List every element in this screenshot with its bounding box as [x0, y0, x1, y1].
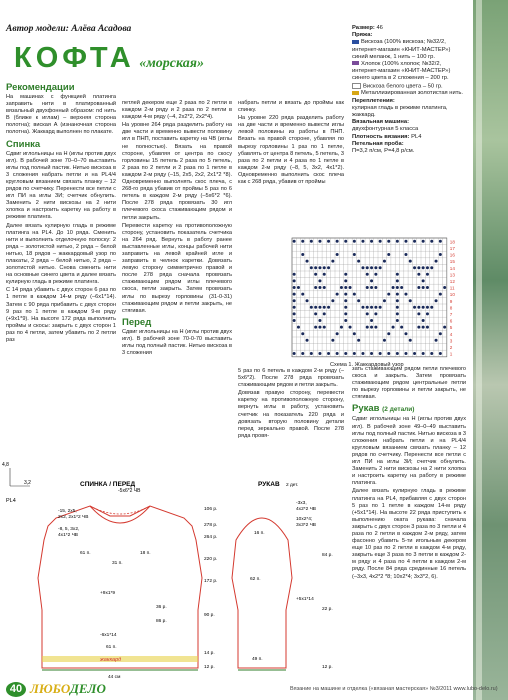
chart-row-label: 8	[449, 305, 453, 311]
jacquard-stitch	[327, 266, 330, 269]
jacquard-stitch	[293, 319, 296, 322]
jacquard-stitch	[396, 273, 399, 276]
jacquard-stitch	[349, 286, 352, 289]
sleeve-note: 49 п.	[252, 657, 263, 662]
sleeve-note: 12 р.	[322, 665, 333, 670]
jacquard-stitch	[409, 339, 412, 342]
jacquard-stitch	[370, 240, 373, 243]
jacquard-stitch	[357, 339, 360, 342]
jacquard-stitch	[417, 286, 420, 289]
jacquard-stitch	[366, 312, 369, 315]
jacquard-stitch	[379, 266, 382, 269]
increase-note: +9х1*9	[100, 591, 116, 596]
jacquard-stitch	[353, 332, 356, 335]
jacquard-stitch	[422, 279, 425, 282]
chart-row-label: 17	[449, 246, 455, 251]
jacquard-stitch	[430, 352, 433, 355]
jacquard-stitch	[323, 266, 326, 269]
loops-bottom-61: 61 п.	[106, 645, 117, 650]
loops-61: 61 п.	[80, 551, 91, 556]
jacquard-stitch	[426, 306, 429, 309]
jacquard-stitch	[301, 293, 304, 296]
footer-note: Вязание на машине и отделка («вязаная мастерская» №3/2011 www.lubo-delo.ru)	[290, 686, 498, 692]
jacquard-stitch	[435, 299, 438, 302]
chart-row-label: 15	[449, 259, 455, 265]
neck-note: 2х2, 2х1*2 ЧВ	[58, 515, 89, 520]
jacquard-stitch	[323, 286, 326, 289]
jacquard-stitch	[301, 352, 304, 355]
jacquard-stitch	[366, 273, 369, 276]
jacquard-stitch	[327, 352, 330, 355]
front-text-1: Сдвиг иглольницы на H (иглы против двух игл). В рабочей зоне 70-0-70 выставить иглы под полный пастик. Нитью вискоза в 3 сложения	[122, 328, 232, 357]
jacquard-stitch	[366, 266, 369, 269]
column-1	[6, 80, 116, 345]
yarn-color-swatch	[352, 91, 359, 95]
yarn-label: Пряжа:	[352, 32, 373, 39]
jacquard-stitch	[344, 286, 347, 289]
jacquard-stitch	[327, 306, 330, 309]
jacquard-stitch	[430, 266, 433, 269]
jacquard-stitch	[323, 306, 326, 309]
jacquard-stitch	[426, 266, 429, 269]
sleeve-outline	[232, 518, 292, 668]
yarn-item: Металлизированная золотистая нить.	[352, 90, 466, 97]
gauge-rows: 4,8	[2, 462, 9, 468]
jacquard-stitch	[379, 352, 382, 355]
jacquard-stitch	[314, 273, 317, 276]
jacquard-stitch	[293, 240, 296, 243]
jacquard-stitch	[383, 260, 386, 263]
machine-label: Вязальная машина:	[352, 119, 410, 126]
jacquard-stitch	[353, 253, 356, 256]
chart-row-label: 6	[449, 318, 453, 324]
jacquard-stitch	[361, 306, 364, 309]
jacquard-stitch	[374, 273, 377, 276]
jacquard-stitch	[310, 240, 313, 243]
density-label: Плотность вязания:	[352, 133, 410, 140]
jacquard-stitch	[357, 299, 360, 302]
jacquard-stitch	[387, 253, 390, 256]
jacquard-stitch	[327, 240, 330, 243]
rows-36: 36 р.	[156, 605, 167, 610]
yarn-color-swatch	[352, 61, 359, 65]
col3-text-4: Довязав правую сторону, перевести каретку на противоположную сторону, вернуть иглы в работу, установить счетчик на показатель 220 ряда и довязать вторую половину детали перед зеркально правой. После 278 ряда провя-	[238, 390, 344, 439]
chart-caption: Схема 1. Жаккардовый узор	[330, 362, 404, 368]
row-mark: 278 р.	[204, 523, 218, 528]
jacquard-stitch	[404, 240, 407, 243]
jacquard-stitch	[387, 332, 390, 335]
chart-row-label: 3	[449, 338, 453, 344]
brand-logo: ЛЮБОДЕЛО	[30, 681, 106, 696]
neck-note: 4х1*2 ЧВ	[58, 533, 78, 538]
jacquard-stitch	[370, 286, 373, 289]
jacquard-stitch	[417, 306, 420, 309]
jacquard-stitch	[374, 312, 377, 315]
jacquard-stitch	[383, 339, 386, 342]
jacquard-stitch	[318, 266, 321, 269]
author-line: Автор модели: Алёва Асадова	[6, 24, 132, 34]
chart-row-label: 16	[449, 252, 455, 258]
jacquard-stitch	[435, 339, 438, 342]
jacquard-stitch	[396, 293, 399, 296]
back-text-3: С 14 ряда убавить с двух сторон 6 раз по 1 петле в каждом 14-м ряду (–6х1*14). Затем с 90 ряда прибавить с двух сторон 9 раз по 1 петле в каждом 9-м ряду (+9х1*9). На высоте 172 ряда выполнить проймы и скосы: закрыть с двух сторон 1 раз по 4 петли, затем убавить по 2 петли раз	[6, 287, 116, 343]
specs-panel	[352, 25, 466, 155]
jacquard-stitch	[370, 306, 373, 309]
neckline	[90, 506, 150, 523]
jacquard-stitch	[439, 253, 442, 256]
jacquard-stitch	[340, 286, 343, 289]
col2-text-2: На уровне 264 ряда разделить работу на две части и временно вывести половину игл в ПНП, поставить каретку на ЧВ (иглы не полностью). Вязать на правой стороне, убавляя от центра по скосу горловины 15 петель 2 раза по 5 петель, 2 раза по 2 петли и 2 раза по 1 петле в каждом 2-м ряду (–15, 2х5, 2х2, 2х1*2 *8). Одновременно выполнять скос плеча, с 268-го ряда убавив от проймы 5 раз по 6 петель в каждом 2-м ряду (–5х6*2 *6). После 278 ряда провязать 30 игл плечевого скоса стаживающим рядом и петли закрыть.	[122, 122, 232, 221]
jacquard-stitch	[344, 299, 347, 302]
jacquard-stitch	[374, 266, 377, 269]
chart-row-label: 5	[449, 325, 453, 331]
yarn-color-swatch	[352, 40, 359, 44]
jacquard-stitch	[374, 306, 377, 309]
jacquard-stitch	[336, 352, 339, 355]
jacquard-stitch	[443, 326, 446, 329]
row-mark: 12 р.	[204, 665, 215, 670]
jacquard-stitch	[293, 299, 296, 302]
jacquard-stitch	[344, 312, 347, 315]
jacquard-stitch	[379, 240, 382, 243]
jacquard-stitch	[361, 240, 364, 243]
neck-note: -8, 5, 3х2,	[58, 527, 80, 532]
jacquard-stitch	[413, 266, 416, 269]
chart-row-label: 11	[449, 285, 455, 291]
sleeve-diagram-label: РУКАВ	[258, 481, 280, 488]
col2-text-3: Перевести каретку на противоположную сторону, установить показатель счетчика на 264 ряд. Вернуть в работу ранее выставленные иглы, концы рабочей нити заправить на левой крайней игле и заправить в челнок каретки. Довязать левую сторону симметрично правой и после 278 ряда сначала провязать стаживающим рядом иглы плечевого скоса, петли закрыть. Затем провязать иглы по вырезу горловины (31-0-31) стаживающим рядом и петли закрыть, не стягивая.	[122, 222, 232, 314]
jacquard-stitch	[417, 326, 420, 329]
jacquard-stitch	[396, 306, 399, 309]
jacquard-stitch	[314, 286, 317, 289]
chart-row-label: 12	[449, 279, 455, 284]
jacquard-stitch	[413, 352, 416, 355]
loops-31: 31 п.	[112, 561, 123, 566]
jacquard-stitch	[310, 306, 313, 309]
sleeve-note: 84 р.	[322, 553, 333, 558]
jacquard-stitch	[426, 326, 429, 329]
jacquard-stitch	[353, 352, 356, 355]
jacquard-stitch	[370, 319, 373, 322]
weave-label: Переплетения:	[352, 97, 395, 104]
jacquard-stitch	[323, 326, 326, 329]
jacquard-stitch	[336, 253, 339, 256]
back-text-1: Сдвиг иглольницы на H (иглы против двух игл). В рабочей зоне 70–0–70 выставить иглы под полный пастик. Нитью вискоза в 3 сложения набрать петли и на PL4/4 кругловым вязанием связать планку – 12 рядов по счетчику. Перенести все петли с игл ПИ на иглы ЗИ; счетчик обнулить. Заменить 2 нити вискозы на 2 нити хлопка и настроить каретку на работу в режиме платинга.	[6, 150, 116, 221]
column-3	[238, 100, 344, 187]
jacquard-stitch	[314, 312, 317, 315]
jacquard-stitch	[439, 240, 442, 243]
jacquard-stitch	[422, 319, 425, 322]
neck-formula: -5х6*2 ЧВ	[118, 488, 141, 494]
jacquard-stitch	[379, 306, 382, 309]
sleeve-note: 22 р.	[322, 607, 333, 612]
jacquard-stitch	[426, 312, 429, 315]
jacquard-stitch	[392, 326, 395, 329]
chart-row-label: 2	[449, 345, 453, 350]
back-text-2: Далее вязать кулирную гладь в режиме платинга на PL4. До 10 ряда. Сменить нити и выполнить отделочную полоску: 2 ряда – золотистой нитью, 2 ряда – белой нитью, 18 рядов – жаккардовый узор по плакаты, 2 ряда – белой нитью, 2 ряда – золотистой нитью. Снова сменить нити на основные синего цвета и далее вязать кулирную гладь в режиме платинга.	[6, 222, 116, 286]
col2-text-1: петлей декером еще 2 раза по 2 петли в каждом 2-м ряду и 2 раза по 2 петли в каждом 4-м ряду (–4, 2х2*2, 2х2*4).	[122, 100, 232, 121]
jacquard-stitch	[293, 312, 296, 315]
jacquard-stitch	[331, 260, 334, 263]
jacquard-stitch	[370, 266, 373, 269]
jacquard-stitch	[439, 293, 442, 296]
gauge-loops: 3,2	[24, 480, 31, 486]
jacquard-stitch	[374, 326, 377, 329]
recommendations-heading: Рекомендации	[6, 82, 75, 93]
jacquard-stitch	[404, 332, 407, 335]
jacquard-stitch	[344, 273, 347, 276]
jacquard-stitch	[340, 326, 343, 329]
jacquard-stitch	[293, 273, 296, 276]
jacquard-stitch	[318, 326, 321, 329]
sleeve-note: 3х3*2 ЧВ	[296, 523, 316, 528]
jacquard-stitch	[293, 352, 296, 355]
chart-row-label: 9	[449, 298, 453, 304]
jacquard-stitch	[361, 352, 364, 355]
jacquard-stitch	[422, 286, 425, 289]
jacquard-stitch	[443, 286, 446, 289]
row-mark: 90 р.	[204, 613, 215, 618]
column-2	[122, 100, 232, 358]
jacquard-stitch	[392, 286, 395, 289]
jacquard-stitch	[383, 299, 386, 302]
sleeve-note: +5х1*14	[296, 597, 314, 602]
rows-86: 86 р.	[156, 619, 167, 624]
yarn-item: Вискоза (100% вискоза; №32/2, интернет-магазин «КНИТ-МАСТЕР») синий меланж, 1 нить – 100 гр.	[352, 39, 451, 60]
sleeve-text-2: Далее вязать кулирную гладь в режиме платинга на PL4, прибавляя с двух сторон 5 раз по 1 петле в каждом 14-м ряду (+5х1*14). На высоте 22 ряда приступить к выполнению оката рукава: сначала закрыть с двух сторон 3 раза по 3 петли и 4 раза по 2 петли в каждом 2-м ряду, затем фасонно убавить 5-ти игольным декером еще 10 раз по 2 петли в каждом 4-м ряду, закрыть еще 3 раза по 3 петли в каждом 2-м ряду и 4 раза по 4 петли в каждом 2-м ряду. После 84 ряда срединные 16 петель (–3х3, 4х2*2 *8; 10х2*4; 3х3*2, 6).	[352, 488, 466, 580]
jacquard-stitch	[344, 279, 347, 282]
jacquard-stitch	[318, 240, 321, 243]
jacquard-stitch	[293, 306, 296, 309]
jacquard-stitch	[396, 279, 399, 282]
chart-row-label: 13	[449, 272, 455, 278]
sleeve-title-note: (2 детали)	[382, 406, 415, 414]
sleeve-note: 10х2*4;	[296, 517, 313, 522]
jacquard-stitch	[396, 299, 399, 302]
jacquard-chart	[290, 236, 460, 363]
jacquard-stitch	[396, 312, 399, 315]
front-heading: Перед	[122, 316, 152, 328]
jacquard-stitch	[297, 286, 300, 289]
jacquard-stitch	[396, 286, 399, 289]
jacquard-stitch	[314, 306, 317, 309]
sleeve-count: 2 дет.	[286, 483, 299, 488]
jacquard-stitch	[293, 286, 296, 289]
row-mark: 106 р.	[204, 507, 218, 512]
jacquard-stitch	[404, 293, 407, 296]
jacquard-stitch	[422, 326, 425, 329]
sleeve-note: 16 п.	[254, 531, 265, 536]
jacquard-stitch	[353, 293, 356, 296]
jacquard-stitch	[318, 352, 321, 355]
loop-label: Петельная проба:	[352, 140, 404, 147]
col4-text-1: зать стаживающим рядом петли плечевого скоса и закрыть. Затем провязать стаживающим рядом центральные петли по вырезу горловины и петли закрыть, не стягивая.	[352, 366, 466, 401]
row-mark: 264 р.	[204, 535, 218, 540]
photo-highlight	[476, 0, 482, 700]
jacquard-word: жаккард	[100, 657, 122, 663]
jacquard-stitch	[344, 319, 347, 322]
title-block	[14, 42, 204, 75]
jacquard-stitch	[404, 352, 407, 355]
jacquard-stitch	[336, 293, 339, 296]
chart-row-label: 18	[449, 239, 455, 245]
size-label: Размер:	[352, 25, 375, 31]
jacquard-stitch	[336, 240, 339, 243]
jacquard-stitch	[400, 286, 403, 289]
chart-row-label: 14	[449, 265, 455, 271]
row-mark: 14 р.	[204, 651, 215, 656]
page-number: 40	[6, 682, 26, 697]
col3-text-2: На уровне 220 ряда разделить работу на две части и временно вывести иглы левой половины из работы в ПНП. Вязать на правой стороне, убавляя по вырезу горловины 1 раз по 1 петле, убавлять от центра 8 петель, 5 петель, 3 раза по 2 петли и 4 раза по 1 петле в каждом 2-м ряду (–8, 5, 3х2, 4х1*2). Одновременно выполнить скос плеча как с 268 ряда, убавив от проймы	[238, 115, 344, 186]
back-heading: Спинка	[6, 138, 41, 150]
sleeve-note: -3х3,	[296, 501, 307, 506]
jacquard-stitch	[293, 279, 296, 282]
jacquard-stitch	[422, 240, 425, 243]
jacquard-stitch	[301, 253, 304, 256]
pattern-diagram-svg	[0, 460, 350, 680]
neck-note: -15, 2х5,	[58, 509, 77, 514]
jacquard-stitch	[310, 266, 313, 269]
jacquard-stitch	[336, 332, 339, 335]
jacquard-stitch	[357, 260, 360, 263]
pattern-diagram	[0, 460, 350, 680]
machine-value: двухфонтурная 5 класса	[352, 126, 419, 133]
jacquard-stitch	[417, 266, 420, 269]
jacquard-stitch	[422, 266, 425, 269]
row-mark: 172 р.	[204, 579, 218, 584]
jacquard-stitch	[409, 299, 412, 302]
jacquard-stitch	[396, 240, 399, 243]
chart-row-label: 1	[449, 351, 453, 357]
loops-18: 18 п.	[140, 551, 151, 556]
chart-row-label: 4	[449, 331, 453, 337]
jacquard-stitch	[370, 352, 373, 355]
jacquard-stitch	[417, 273, 420, 276]
jacquard-stitch	[318, 279, 321, 282]
sleeve-title: Рукав	[352, 403, 380, 415]
sleeve-note: 62 п.	[250, 577, 261, 582]
column-4	[352, 366, 466, 582]
jacquard-stitch	[366, 326, 369, 329]
jacquard-stitch	[366, 286, 369, 289]
column-3b	[238, 368, 344, 441]
jacquard-stitch	[323, 273, 326, 276]
sleeve-note: 4х2*2 ЧВ	[296, 507, 316, 512]
jacquard-stitch	[349, 326, 352, 329]
jacquard-stitch	[301, 332, 304, 335]
jacquard-stitch	[404, 253, 407, 256]
jacquard-grid	[290, 236, 460, 363]
jacquard-stitch	[396, 352, 399, 355]
jacquard-stitch	[318, 319, 321, 322]
jacquard-stitch	[370, 279, 373, 282]
jacquard-stitch	[301, 240, 304, 243]
jacquard-stitch	[413, 306, 416, 309]
jacquard-stitch	[361, 266, 364, 269]
jacquard-stitch	[331, 299, 334, 302]
recommendations-text: На машинах с функцией платинга заправить нити в платированный вязальный двухфонный образом: nd нить B (ближе к иглам) – верхняя сторона полотна); виская А (изнаночная сторона полотна). Жаккард выполнен по плакате.	[6, 94, 116, 136]
chart-row-label: 7	[449, 312, 453, 317]
jacquard-stitch	[344, 306, 347, 309]
col3-text-1: набрать петли и вязать до проймы как спинку.	[238, 100, 344, 114]
jacquard-stitch	[344, 240, 347, 243]
jacquard-stitch	[430, 240, 433, 243]
jacquard-stitch	[430, 306, 433, 309]
jacquard-stitch	[306, 339, 309, 342]
jacquard-stitch	[293, 293, 296, 296]
jacquard-stitch	[435, 260, 438, 263]
jacquard-stitch	[387, 352, 390, 355]
page-subtitle: «морская»	[139, 56, 204, 71]
jacquard-stitch	[387, 240, 390, 243]
front-back-label: СПИНКА / ПЕРЕД	[80, 481, 136, 488]
jacquard-stitch	[417, 312, 420, 315]
size-value: 46	[376, 25, 383, 31]
jacquard-stitch	[323, 312, 326, 315]
jacquard-stitch	[400, 326, 403, 329]
page-title: КОФТА	[14, 42, 135, 74]
yarn-color-swatch	[352, 83, 361, 89]
decrease-note: -6х1*14	[100, 633, 117, 638]
yarn-item: Вискоза белого цвета – 50 гр.	[352, 83, 466, 91]
jacquard-stitch	[422, 352, 425, 355]
jacquard-stitch	[396, 319, 399, 322]
jacquard-stitch	[344, 293, 347, 296]
jacquard-stitch	[331, 339, 334, 342]
jacquard-stitch	[314, 326, 317, 329]
jacquard-stitch	[413, 240, 416, 243]
jacquard-stitch	[374, 286, 377, 289]
jacquard-stitch	[426, 286, 429, 289]
width-44cm: 44 см	[108, 675, 121, 680]
sleeve-text-1: Сдвиг иглольницы на H (иглы против двух игл). В рабочей зоне 49–0–49 выставить иглы под полный пастик. Нитью вискоза в 3 сложения набрать петли и на PL4/4 кругловым вязанием связать планку – 12 рядов по счетчику. Перенести все петли с игл ПИ на иглы ЗИ; счетчик обнулить. Заменить 2 нити вискозы на 2 нити хлопка и настроить каретку на работу в режиме платинга.	[352, 416, 466, 487]
jacquard-stitch	[370, 326, 373, 329]
jacquard-stitch	[306, 299, 309, 302]
chart-row-label: 10	[449, 292, 455, 298]
col3-text-3: 5 раз по 6 петель в каждом 2-м ряду (–5х6*2). После 278 ряда провязать стаживающим рядом и петли закрыть.	[238, 368, 344, 389]
jacquard-stitch	[426, 273, 429, 276]
jacquard-stitch	[318, 306, 321, 309]
loop-value: П=3,2 п/см, Р=4,8 р/см.	[352, 147, 415, 154]
jacquard-stitch	[297, 326, 300, 329]
jacquard-stitch	[387, 293, 390, 296]
jacquard-stitch	[344, 352, 347, 355]
jacquard-stitch	[306, 260, 309, 263]
jacquard-stitch	[353, 240, 356, 243]
jacquard-stitch	[409, 260, 412, 263]
sleeve-heading	[352, 403, 466, 415]
weave-value: кулирная гладь в режиме платинга, жаккард.	[352, 104, 448, 118]
jacquard-stitch	[366, 306, 369, 309]
row-mark: 220 р.	[204, 557, 218, 562]
jacquard-stitch	[439, 332, 442, 335]
density-mark: PL4	[6, 498, 16, 504]
density-value: PL4	[411, 133, 422, 140]
jacquard-stitch	[422, 306, 425, 309]
jacquard-stitch	[318, 286, 321, 289]
jacquard-stitch	[310, 352, 313, 355]
jacquard-stitch	[314, 266, 317, 269]
yarn-item: Хлопок (100% хлопок; №32/2, интернет-магазин «КНИТ-МАСТЕР») синего цвета в 2 сложения – 200 гр.	[352, 61, 451, 82]
jacquard-stitch	[439, 352, 442, 355]
